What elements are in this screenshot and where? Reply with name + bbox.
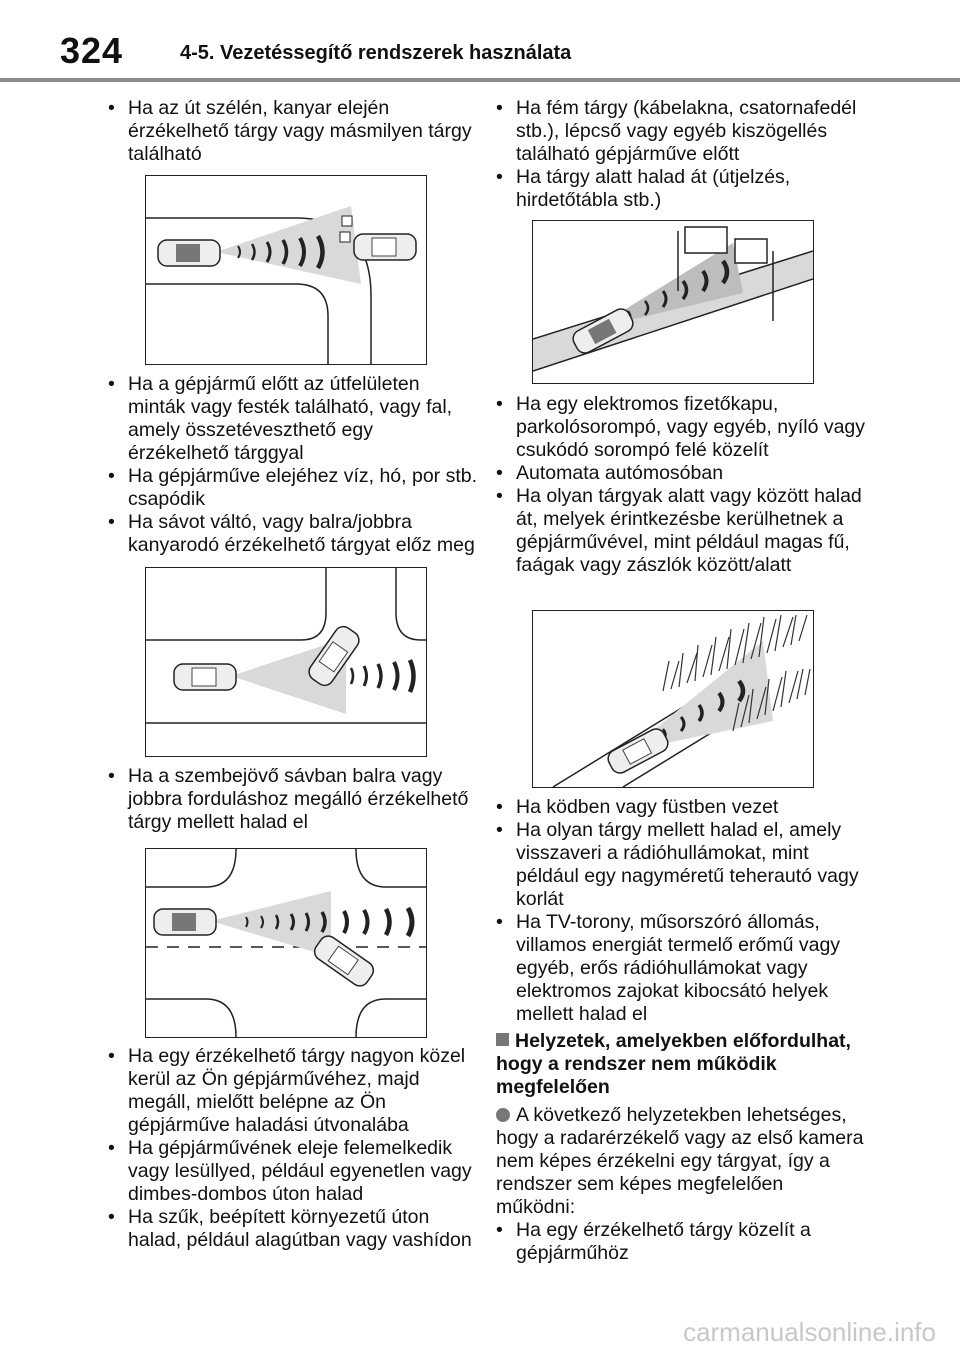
chapter-title: 4-5. Vezetéssegítő rendszerek használata: [180, 42, 572, 64]
bullet-item: • Ha az út szélén, kanyar elején érzékelhető tárgy vagy másmilyen tárgy található: [108, 97, 478, 166]
right-text-block-1: [496, 97, 866, 212]
intro-paragraph: A következő helyzetekben lehetséges, hogy a radarérzékelő vagy az első kamera nem képes érzékelni egy tárgyat, így a rendszer sem képes megfelelően működni:: [496, 1104, 864, 1218]
page-header: [0, 0, 960, 84]
header-rule: [0, 78, 960, 82]
left-text-block-2: [108, 373, 478, 557]
bullet-item: • Ha olyan tárgyak alatt vagy között halad át, melyek érintkezésbe kerülhetnek a gépjárművével, mint például magas fű, faágak vagy zászlók között/alatt: [496, 485, 866, 577]
bullet-item: • Ha gépjárműve elejéhez víz, hó, por stb. csapódik: [108, 465, 478, 511]
bullet-item: • Automata autómosóban: [496, 462, 866, 485]
section-heading: Helyzetek, amelyekben előfordulhat, hogy a rendszer nem működik megfelelően: [496, 1030, 851, 1098]
bullet-item: • Ha a gépjármű előtt az útfelületen minták vagy festék található, vagy fal, amely összetéveszthető egy érzékelhető tárggyal: [108, 373, 478, 465]
bullet-item: • Ha egy érzékelhető tárgy nagyon közel kerül az Ön gépjárművéhez, majd megáll, mielőtt belépne az Ön gépjárműve haladási útvonalába: [108, 1045, 478, 1137]
bullet-item: • Ha gépjárművének eleje felemelkedik vagy lesüllyed, például egyenetlen vagy dimbes-dombos úton halad: [108, 1137, 478, 1206]
page-number: 324: [60, 30, 124, 71]
left-text-block-3: [108, 765, 478, 834]
illustration-lane-change: [145, 567, 427, 757]
bullet-item: • Ha fém tárgy (kábelakna, csatornafedél stb.), lépcső vagy egyéb kiszögellés található gépjárműve előtt: [496, 97, 866, 166]
right-text-block-4: [496, 1219, 866, 1265]
bullet-item: • Ha sávot váltó, vagy balra/jobbra kanyarodó érzékelhető tárgyat előz meg: [108, 511, 478, 557]
bullet-item: • Ha egy érzékelhető tárgy közelít a gépjárműhöz: [496, 1219, 866, 1265]
illustration-oncoming-turn: [145, 848, 427, 1038]
bullet-item: • Ha ködben vagy füstben vezet: [496, 796, 866, 819]
right-text-block-2: [496, 393, 866, 577]
bullet-item: • Ha tárgy alatt halad át (útjelzés, hirdetőtábla stb.): [496, 166, 866, 212]
square-bullet-icon: [496, 1033, 509, 1046]
bullet-item: • Ha szűk, beépített környezetű úton halad, például alagútban vagy vashídon: [108, 1206, 478, 1252]
bullet-item: • Ha TV-torony, műsorszóró állomás, villamos energiát termelő erőmű vagy egyéb, erős rádióhullámokat vagy elektromos zajokat kibocsátó helyek mellett halad el: [496, 911, 866, 1026]
watermark: carmanualsonline.info: [683, 1317, 936, 1347]
right-text-block-3: [496, 796, 866, 1026]
circle-bullet-icon: [496, 1108, 510, 1122]
left-text-block-4: [108, 1045, 478, 1252]
illustration-overhead-sign: [532, 220, 814, 384]
illustration-curve-roadside-object: [145, 175, 427, 365]
bullet-item: • Ha olyan tárgy mellett halad el, amely visszaveri a rádióhullámokat, mint például egy nagyméretű teherautó vagy korlát: [496, 819, 866, 911]
bullet-item: • Ha a szembejövő sávban balra vagy jobbra forduláshoz megálló érzékelhető tárgy mellett halad el: [108, 765, 478, 834]
left-text-block-1: [108, 97, 478, 166]
bullet-item: • Ha egy elektromos fizetőkapu, parkolósorompó, vagy egyéb, nyíló vagy csukódó sorompó felé közelít: [496, 393, 866, 462]
illustration-tall-grass: [532, 610, 814, 788]
